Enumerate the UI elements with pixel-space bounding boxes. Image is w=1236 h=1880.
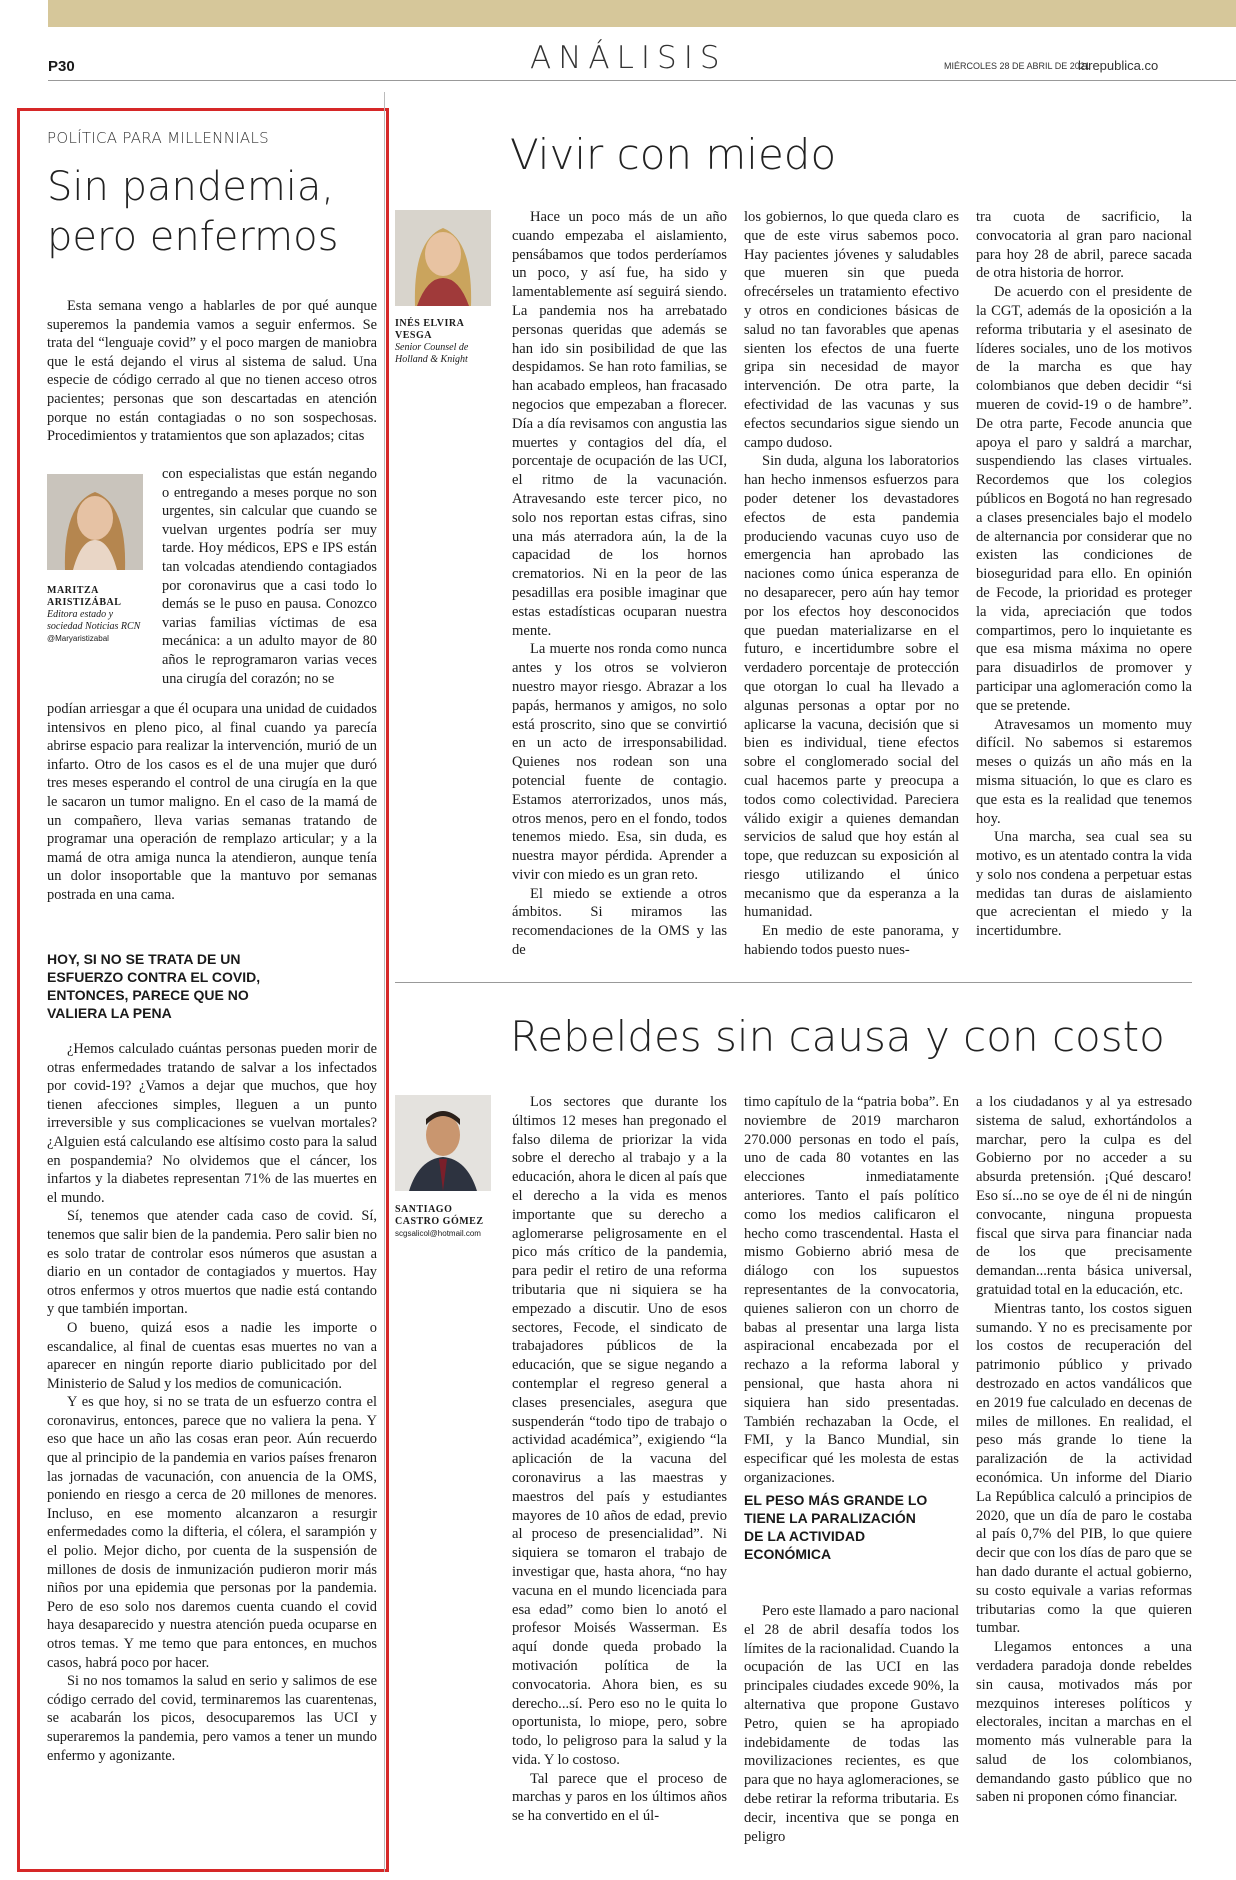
author-byline (47, 585, 147, 645)
author-handle: scgsalicol@hotmail.com (395, 1229, 481, 1238)
article-column: timo capítulo de la “patria boba”. En noviembre de 2019 marcharon 270.000 personas en todo el país, uno de cada 80 votantes en las elecciones inmediatamente anteriores. Tanto el país político como los medios calificaron el hecho como trascendental. Hasta el mismo Gobierno abrió mesa de diálogo con los supuestos representantes de la convocatoria, quienes salieron con un chorro de babas al presentar una larga lista aspiracional encabezada por el rechazo a la reforma laboral y pensional, que hasta ahora ni siquiera han sido presentadas. También rechazaban la Ocde, el FMI, y la Banco Mundial, sin especificar qué les molesta de estas organizaciones. (744, 1094, 959, 1486)
website-link[interactable]: larepublica.co (1078, 58, 1159, 73)
article-title: Rebeldes sin causa y con costo (510, 1012, 1165, 1061)
author-photo (47, 474, 143, 570)
author-byline (395, 318, 495, 366)
section-title: ANÁLISIS (530, 40, 727, 76)
author-role: Editora estado y sociedad Noticias RCN (47, 609, 141, 632)
article-body-beside-photo: con especialistas que están negando o entregando a meses porque no son urgentes, sin calcular que cuando se vuelvan urgentes podría ser muy tarde. Hoy médicos, EPS e IPS están tan volcadas atendiendo contagiados por coronavirus que a casi todo lo demás se le puso en pausa. Conozco varias familias víctimas de esa mecánica: a un adulto mayor de 80 años le reprogramaron varias veces una cirugía del corazón; no se (162, 466, 377, 687)
author-role: Senior Counsel de Holland & Knight (395, 342, 469, 365)
author-name: INÉS ELVIRA VESGA (395, 318, 464, 341)
author-byline (395, 1204, 495, 1240)
issue-date: MIÉRCOLES 28 DE ABRIL DE 2021 (944, 61, 1090, 71)
article-column: Los sectores que durante los últimos 12 meses han pregonado el falso dilema de priorizar la vida sobre el derecho al trabajo y a la educación, ahora le dicen al país que el derecho a la vida es menos importante que su derecho a aglomerarse peligrosamente en el pico más crítico de la pandemia, para pedir el retiro de una reforma tributaria que ni siquiera se ha empezado a discutir. Uno de esos sectores, Fecode, el sindicato de trabajadores públicos de la educación, que se sigue negando a contemplar el regreso general a clases presenciales, asegura que suspenderán “todo tipo de trabajo o actividad académica”, exigiendo “la aplicación de la vacuna del coronavirus a las maestras y maestros del país y estudiantes mayores de 10 años de edad, previo al proceso de presencialidad”. Ni siquiera se tomaron el trabajo de investigar que, hasta ahora, “no hay vacuna en el mundo licenciada para esa edad” como bien lo anotó el profesor Moisés Wasserman. Es aquí donde queda probado la motivación política de la convocatoria. Ahora bien, es su derecho...sí. Pero eso no le quita lo oportunista, lo miope, pero, sobre todo, lo peligroso para la salud y la vida. Y lo costoso. Tal parece que el proceso de marchas y paros en los últimos años se ha convertido en el úl- (512, 1094, 727, 1825)
paragraph: Sí, tenemos que atender cada caso de covid. Sí, tenemos que salir bien de la pandemia. Pero salir bien no es solo tratar de controlar esos números que asustan a diario en un contador de contagiados y muertos. Hay otros enfermos y otros muertos que nadie está contando y que también importan. (47, 1208, 377, 1318)
article-intro: Esta semana vengo a hablarles de por qué aunque superemos la pandemia vamos a seguir enfermos. Se trata del “lenguaje covid” y el poco margen de maniobra que le está dejando el virus al sistema de salud. Una especie de código cerrado al que no tienen acceso otros pacientes; personas que son descartadas en atención porque no están contagiadas o no son sospechosas. Procedimientos y tratamientos que son aplazados; citas (47, 298, 377, 445)
article-kicker: POLÍTICA PARA MILLENNIALS (47, 129, 269, 147)
paragraph: Y es que hoy, si no se trata de un esfuerzo contra el coronavirus, entonces, parece que no valiera la pena. Y eso que hace un año las cosas eran peor. Aún recuerdo que al principio de la pandemia en varios países frenaron las jornadas de vacunación, con anuencia de la OMS, poniendo en riesgo a cerca de 20 millones de menores. Incluso, en ese momento alcanzaron a resurgir enfermedades como la difteria, el cólera, el sarampión y el polio. Mejor dicho, por cuenta de la suspensión de millones de dosis de inmunización pudieron morir más niños por una epidemia que personas por la pandemia. Pero de eso solo nos daremos cuenta cuando el covid haya desaparecido y nuestra atención pueda ocuparse en otros temas. Y me temo que para entonces, en muchos casos, habrá poco por hacer. (47, 1394, 377, 1671)
page-number: P30 (48, 58, 75, 75)
column-divider (384, 92, 385, 1872)
top-color-bar (48, 0, 1236, 27)
article-body-continued: podían arriesgar a que él ocupara una unidad de cuidados intensivos en pleno pico, al final cuando ya parecía abrirse espacio para realizar la intervención, murió de un infarto. Otro de los casos es el de una mujer que duró tres meses esperando el control de una cirugía en la que le sacaron un tumor maligno. En el caso de la mamá de un compañero, lleva varias semanas tratando de programar una operación de remplazo articular; y a la mamá de otra amiga nunca la atendieron, aunque tenía un dolor insoportable que la mantuvo por semanas postrada en una cama. (47, 701, 377, 903)
author-name: MARITZA ARISTIZÁBAL (47, 585, 122, 608)
article-title: Sin pandemia, pero enfermos (47, 164, 339, 260)
author-name: SANTIAGO CASTRO GÓMEZ (395, 1204, 484, 1227)
paragraph: Si no nos tomamos la salud en serio y salimos de ese código cerrado del covid, terminaremos las cuarentenas, se acabarán los picos, desocuparemos las UCI y superaremos la pandemia, pero vamos a tener un mundo enfermo y agonizante. (47, 1673, 377, 1764)
article-subhead: EL PESO MÁS GRANDE LO TIENE LA PARALIZACIÓN DE LA ACTIVIDAD ECONÓMICA (744, 1492, 928, 1562)
article-body-main (47, 1040, 377, 1765)
article-column: Hace un poco más de un año cuando empezaba el aislamiento, pensábamos que todos perderíamos un poco, y así fue, ha sido y lamentablemente así seguirá siendo. La pandemia nos ha arrebatado personas queridas que además se han ido sin posibilidad de que las despidamos. Se han roto familias, se han acabado empleos, han fracasado negocios que empezaban a florecer. Día a día revisamos con angustia las muertes y contagios del día, el porcentaje de ocupación de las UCI, el ritmo de la vacunación. Atravesando este tercer pico, no solo nos reportan estas cifras, sino una más aterradora aún, la de la capacidad de los hornos crematorios. Ni en la peor de las pesadillas era posible imaginar que estas estadísticas ocuparan nuestra mente. La muerte nos ronda como nunca antes y los otros se volvieron nuestro mayor riesgo. Abrazar a los papás, hermanos y amigos, no solo está proscrito, sino que se convirtió en un acto de irresponsabilidad. Quienes nos rodean son una potencial fuente de contagio. Estamos aterrorizados, unos más, otros menos, pero en el fondo, todos tenemos miedo. Esa, sin duda, es nuestra mayor pérdida. Aprender a vivir con miedo es un gran reto. El miedo se extiende a otros ámbitos. Si miramos las recomendaciones de la OMS y las de (512, 209, 727, 959)
article-separator (395, 982, 1192, 983)
article-subhead: HOY, SI NO SE TRATA DE UN ESFUERZO CONTRA EL COVID, ENTONCES, PARECE QUE NO VALIERA LA PENA (47, 951, 261, 1021)
article-title: Vivir con miedo (510, 130, 837, 179)
header-rule (48, 80, 1236, 81)
article-column: Pero este llamado a paro nacional el 28 de abril desafía todos los límites de la racionalidad. Cuando la ocupación de las UCI en las principales ciudades excede 90%, la alternativa que propone Gustavo Petro, quien se ha apropiado indebidamente de todas las movilizaciones recientes, es que para que no haya aglomeraciones, se debe retirar la reforma tributaria. Es decir, incentiva que se ponga en peligro (744, 1603, 959, 1845)
article-column: tra cuota de sacrificio, la convocatoria al gran paro nacional para hoy 28 de abril, parece sacada de otra historia de horror. De acuerdo con el presidente de la CGT, además de la oposición a la reforma tributaria y el asesinato de líderes sociales, uno de los motivos de la marcha es que hay colombianos que deben decidir “si mueren de covid-19 o de hambre”. De otra parte, Fecode anuncia que apoya el paro y saldrá a marchar, suspendiendo las clases virtuales. Recordemos que los colegios públicos en Bogotá no han regresado a clases presenciales bajo el modelo de alternancia por considerar que no existen las condiciones de bioseguridad para ello. En opinión de Fecode, la prioridad es proteger la vida, apreciación que todos compartimos, pero lo inquietante es que esa misma máxima no opere para disuadirlos de promover y participar una aglomeración como la que se pretende. Atravesamos un momento muy difícil. No sabemos si estaremos meses o quizás un año más en la misma situación, lo que es claro es que esta es la realidad que tenemos hoy. Una marcha, sea cual sea su motivo, es un atentado contra la vida y solo nos condena a perpetuar estas medidas tan duras de aislamiento que acrecientan el miedo y la incertidumbre. (976, 209, 1193, 940)
author-photo (395, 210, 491, 306)
article-column: a los ciudadanos y al ya estresado sistema de salud, exhortándolos a marchar, pero la culpa es del Gobierno por no acceder a su absurda pretensión. ¡Qué descaro! Eso sí...no se oye de él ni de ningún convocante, ninguna propuesta fiscal que sirva para financiar nada de los que precisamente demandan...renta básica universal, gratuidad total en la educación, etc. Mientras tanto, los costos siguen sumando. Y no es precisamente por los costos de recuperación del patrimonio público y privado destrozado en actos vandálicos que en 2019 fue calculado en decenas de miles de millones. En realidad, el peso más grande lo tiene la paralización de la actividad económica. Un informe del Diario La República calculó a principios de 2020, que un día de paro le costaba al país 0,7% del PIB, lo que quiere decir que con los días de paro que se han dado durante el actual gobierno, su costo equivale a varias reformas tributarias como la que quieren tumbar. Llegamos entonces a una verdadera paradoja donde rebeldes sin causa, motivados más por mezquinos intereses políticos y electorales, incitan a marchas en el momento más vulnerable para la salud de los colombianos, demandando gasto público que no saben ni proponen cómo financiar. (976, 1094, 1192, 1806)
paragraph: ¿Hemos calculado cuántas personas pueden morir de otras enfermedades tratando de salvar a los infectados por covid-19? ¿Vamos a dejar que muchos, que hoy tienen afecciones simples, lleguen a un punto irreversible y sus complicaciones se vuelvan mortales? ¿Alguien está calculando ese altísimo costo para la salud en pospandemia? No olvidemos que el cáncer, los infartos y la diabetes representan 71% de las muertes en el mundo. (47, 1041, 377, 1206)
paragraph: O bueno, quizá esos a nadie les importe o escandalice, al final de cuentas esas muertes no van a aparecer en ningún reporte diario publicitado por del Ministerio de Salud y los medios de comunicación. (47, 1319, 377, 1392)
author-handle: @Maryaristizabal (47, 634, 109, 643)
article-column: los gobiernos, lo que queda claro es que de este virus sabemos poco. Hay pacientes jóvenes y saludables que mueren sin que pueda ofrecérseles un tratamiento efectivo y otros en condiciones básicas de salud no tan favorables que apenas sienten los efectos de una fuerte gripa sin necesidad de mayor intervención. De otra parte, la efectividad de las vacunas y sus efectos secundarios sigue siendo un campo dudoso. Sin duda, alguna los laboratorios han hecho inmensos esfuerzos para poder detener los devastadores efectos de esta pandemia produciendo vacunas cuyo uso de emergencia han aprobado las naciones como única esperanza de no desaparecer, pero aún hay temor por los efectos hoy desconocidos que puedan materializarse en el futuro, e incertidumbre sobre el verdadero porcentaje de protección que otorgan lo cual ha llevado a algunas personas a optar por no aplicarse la vacuna, decisión que si bien es individual, tiene efectos sobre el conglomerado social del cual hacemos parte y preocupa a todos como colectividad. Pareciera válido exigir a quienes demandan servicios de salud que hoy están al tope, que reduzcan su exposición al riesgo utilizando el único mecanismo que da esperanza a la humanidad. En medio de este panorama, y habiendo todos puesto nues- (744, 209, 959, 959)
author-photo (395, 1095, 491, 1191)
